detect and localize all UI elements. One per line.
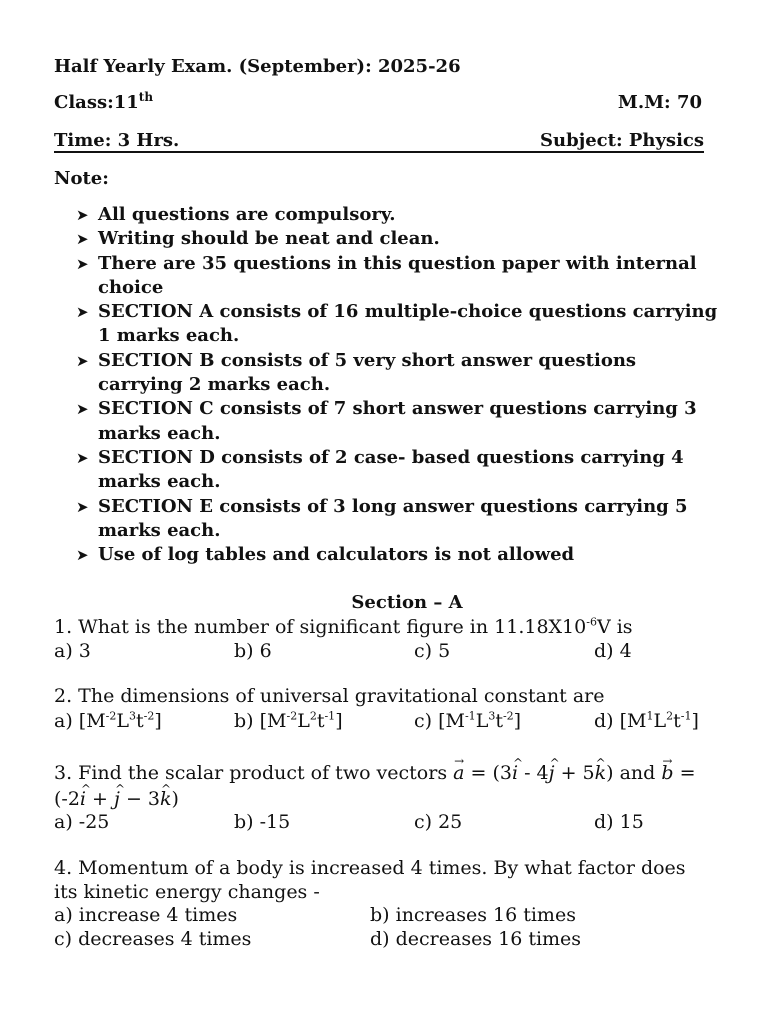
arrow-bullet-icon: ➤ bbox=[76, 351, 89, 370]
class-text: Class:11 bbox=[54, 92, 139, 113]
question-3-option-a: a) -25 bbox=[54, 811, 110, 833]
note-item-text: All questions are compulsory. bbox=[98, 204, 396, 225]
note-item bbox=[76, 227, 726, 251]
question-1-option-c: c) 5 bbox=[414, 640, 451, 662]
header-divider bbox=[54, 151, 704, 153]
note-item-text: Use of log tables and calculators is not allowed bbox=[98, 544, 575, 566]
note-item-text: Writing should be neat and clean. bbox=[98, 228, 440, 250]
unit-vector-k: ^ k bbox=[160, 788, 172, 812]
note-item-text: There are 35 questions in this question paper with internal choice bbox=[98, 252, 697, 298]
note-item-text: SECTION E consists of 3 long answer questions carrying 5 marks each. bbox=[98, 495, 688, 541]
note-item bbox=[76, 543, 726, 567]
question-4-option-d: d) decreases 16 times bbox=[370, 928, 582, 950]
max-marks: M.M: 70 bbox=[617, 92, 702, 113]
question-1-option-d: d) 4 bbox=[594, 640, 632, 662]
question-3-option-c: c) 25 bbox=[414, 811, 463, 833]
note-item bbox=[76, 300, 726, 349]
note-item bbox=[76, 203, 726, 227]
question-4-option-b: b) increases 16 times bbox=[370, 904, 576, 926]
note-item-text: SECTION D consists of 2 case- based questions carrying 4 marks each. bbox=[98, 446, 684, 493]
unit-vector-j: ^ j bbox=[549, 762, 555, 786]
note-item bbox=[76, 446, 726, 495]
unit-vector-j: ^ j bbox=[114, 788, 120, 812]
question-4-option-a: a) increase 4 times bbox=[54, 904, 238, 926]
note-item bbox=[76, 397, 726, 446]
question-4: 4. Momentum of a body is increased 4 times. By what factor does its kinetic energy changes - bbox=[54, 857, 686, 903]
question-3-line-2: (-2^ i + ^ j − 3^ k) bbox=[54, 788, 714, 812]
question-3-option-b: b) -15 bbox=[234, 811, 291, 833]
arrow-bullet-icon: ➤ bbox=[76, 448, 89, 467]
question-1-text: 1. What is the number of significant figure in 11.18X10 bbox=[54, 616, 587, 638]
question-2: 2. The dimensions of universal gravitational constant are bbox=[54, 685, 605, 707]
note-heading: Note: bbox=[54, 168, 109, 189]
question-2-option-a: a) $[M^{-2}L^3t^{-2}]$ bbox=[54, 709, 162, 732]
question-2-option-c: c) $[M^{-1}L^3t^{-2}]$ bbox=[414, 709, 522, 732]
exam-time: Time: 3 Hrs. bbox=[54, 130, 180, 151]
arrow-bullet-icon: ➤ bbox=[76, 206, 89, 224]
note-item-text: SECTION C consists of 7 short answer questions carrying 3 marks each. bbox=[98, 398, 697, 444]
section-title: Section – A bbox=[351, 592, 463, 613]
unit-vector-i: ^ i bbox=[80, 788, 86, 812]
vector-b: → b bbox=[661, 762, 673, 786]
class-label bbox=[54, 92, 153, 113]
arrow-bullet-icon: ➤ bbox=[76, 497, 89, 516]
note-list bbox=[76, 203, 726, 567]
question-1-exponent: -6 bbox=[586, 615, 597, 629]
arrow-bullet-icon: ➤ bbox=[76, 303, 89, 322]
question-3: 3. Find the scalar product of two vectors → a = (3^ i - 4^ j + 5^ k) and → b = bbox=[54, 762, 714, 786]
question-1-option-a: a) 3 bbox=[54, 640, 91, 662]
question-3-option-d: d) 15 bbox=[594, 811, 644, 833]
arrow-bullet-icon: ➤ bbox=[76, 546, 89, 565]
note-item bbox=[76, 349, 726, 398]
question-4-option-c: c) decreases 4 times bbox=[54, 928, 252, 950]
arrow-bullet-icon: ➤ bbox=[76, 254, 89, 273]
note-item-text: SECTION A consists of 16 multiple-choice questions carrying 1 marks each. bbox=[98, 301, 718, 347]
note-item-text: SECTION B consists of 5 very short answer questions carrying 2 marks each. bbox=[98, 349, 637, 396]
arrow-bullet-icon: ➤ bbox=[76, 400, 89, 419]
arrow-bullet-icon: ➤ bbox=[76, 230, 89, 249]
question-1 bbox=[54, 616, 714, 640]
class-superscript: th bbox=[138, 90, 154, 104]
question-2-option-b: b) $[M^{-2}L^2t^{-1}]$ bbox=[234, 709, 343, 732]
question-1-option-b: b) 6 bbox=[234, 640, 272, 662]
question-3-text: 3. Find the scalar product of two vectors bbox=[54, 762, 448, 784]
unit-vector-k: ^ k bbox=[595, 762, 607, 786]
exam-subject: Subject: Physics bbox=[540, 130, 704, 151]
question-2-option-d: d) $[M^1L^2t^{-1}]$ bbox=[594, 709, 699, 732]
note-item bbox=[76, 495, 726, 544]
note-item bbox=[76, 252, 726, 301]
exam-title: Half Yearly Exam. (September): 2025-26 bbox=[54, 56, 461, 77]
question-1-text-end: V is bbox=[596, 616, 633, 638]
unit-vector-i: ^ i bbox=[512, 762, 518, 786]
vector-a: → a bbox=[453, 762, 464, 786]
